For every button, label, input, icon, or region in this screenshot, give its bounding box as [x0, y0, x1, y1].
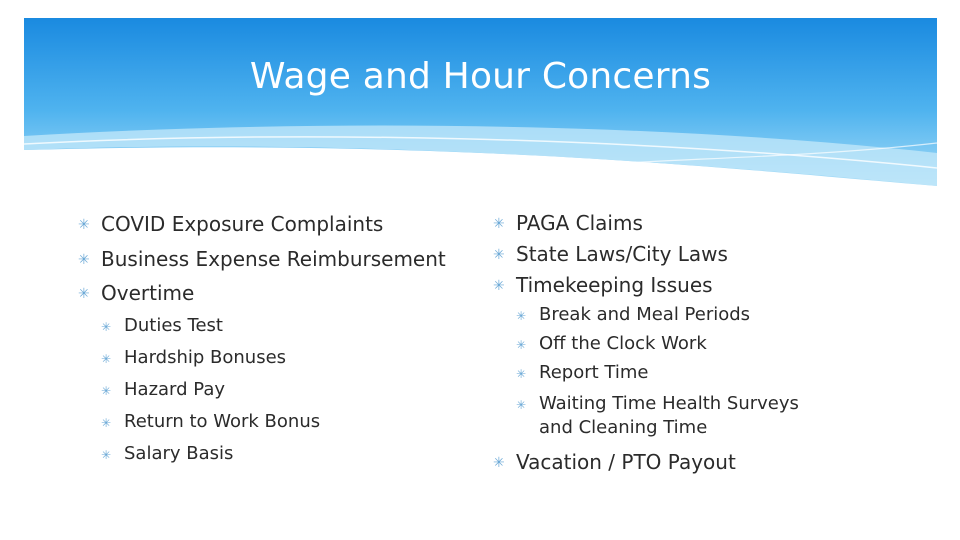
title-banner: [24, 18, 937, 186]
asterisk-bullet-icon: ✳: [78, 252, 90, 268]
asterisk-bullet-icon: ✳: [101, 416, 112, 430]
sub-list-item: ✳ Return to Work Bonus: [101, 411, 321, 432]
asterisk-bullet-icon: ✳: [101, 384, 112, 398]
asterisk-bullet-icon: ✳: [516, 398, 527, 412]
list-item: ✳ Vacation / PTO Payout: [493, 450, 736, 474]
asterisk-bullet-icon: ✳: [493, 216, 505, 232]
slide-title: Wage and Hour Concerns: [249, 56, 712, 97]
asterisk-bullet-icon: ✳: [101, 448, 112, 462]
sub-list-item: ✳ Duties Test: [101, 315, 223, 336]
list-item: ✳ Business Expense Reimbursement: [78, 247, 446, 271]
sub-list-item: ✳ Off the Clock Work: [516, 333, 707, 354]
asterisk-bullet-icon: ✳: [101, 352, 112, 366]
sub-list-item: ✳ Waiting Time Health Surveys and Cleaning Time: [516, 393, 799, 438]
asterisk-bullet-icon: ✳: [78, 217, 90, 233]
asterisk-bullet-icon: ✳: [493, 455, 505, 471]
list-item: ✳ Timekeeping Issues: [493, 273, 713, 297]
sub-list-item: ✳ Report Time: [516, 362, 649, 383]
list-item: ✳ State Laws/City Laws: [493, 242, 728, 266]
sub-list-item: ✳ Salary Basis: [101, 443, 234, 464]
list-item: ✳ COVID Exposure Complaints: [78, 212, 384, 236]
asterisk-bullet-icon: ✳: [493, 247, 505, 263]
list-item: ✳ Overtime: [78, 281, 195, 305]
asterisk-bullet-icon: ✳: [516, 367, 527, 381]
sub-list-item: ✳ Break and Meal Periods: [516, 304, 751, 325]
asterisk-bullet-icon: ✳: [516, 309, 527, 323]
list-item: ✳ PAGA Claims: [493, 211, 643, 235]
asterisk-bullet-icon: ✳: [493, 278, 505, 294]
left-column: [78, 214, 458, 464]
banner-background: [24, 18, 937, 186]
sub-list-item: ✳ Hardship Bonuses: [101, 347, 287, 368]
sub-list-item: ✳ Hazard Pay: [101, 379, 226, 400]
asterisk-bullet-icon: ✳: [101, 320, 112, 334]
right-column: [493, 213, 873, 472]
asterisk-bullet-icon: ✳: [78, 286, 90, 302]
asterisk-bullet-icon: ✳: [516, 338, 527, 352]
